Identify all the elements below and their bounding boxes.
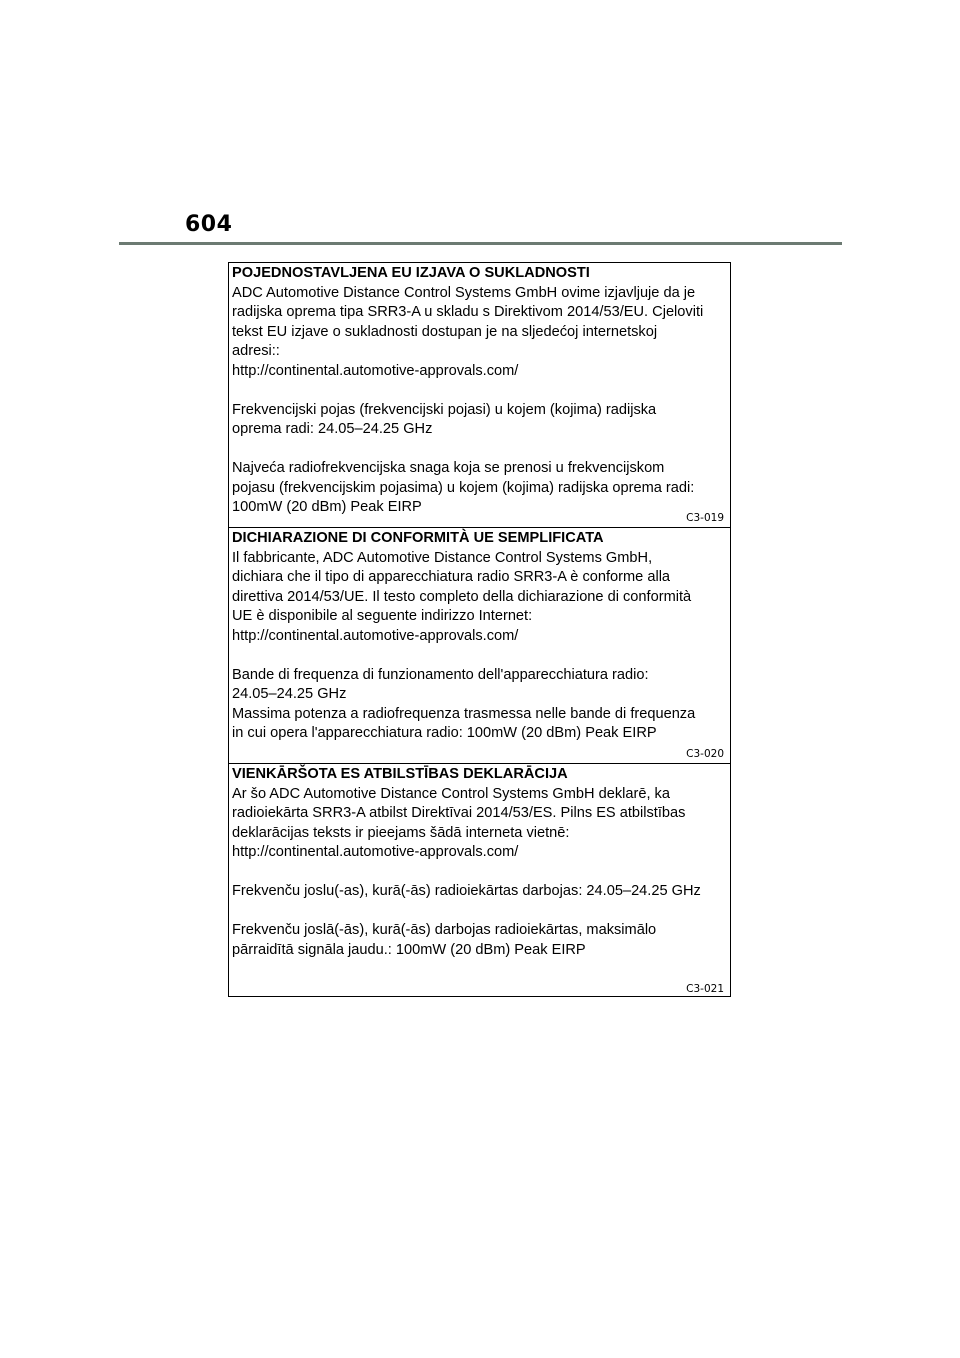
text-line: direttiva 2014/53/UE. Il testo completo della dichiarazione di conformità (232, 588, 692, 605)
text-line: pārraidītā signāla jaudu.: 100mW (20 dBm) Peak EIRP (232, 941, 586, 958)
header-rule (119, 242, 842, 245)
text-line: Frekvenču joslu(-as), kurā(-ās) radioiekārtas darbojas: 24.05–24.25 GHz (232, 883, 701, 899)
text-line: UE è disponibile al seguente indirizzo Internet: (232, 608, 533, 624)
section-content (229, 263, 730, 518)
section-code: C3-020 (686, 748, 724, 760)
text-line: 24.05–24.25 GHz (232, 686, 347, 702)
text-line: http://continental.automotive-approvals.com/ (232, 627, 519, 644)
text-line: ADC Automotive Distance Control Systems GmbH ovime izjavljuje da je (232, 284, 696, 301)
section-heading: POJEDNOSTAVLJENA EU IZJAVA O SUKLADNOSTI (232, 265, 590, 281)
text-line: dichiara che il tipo di apparecchiatura radio SRR3-A è conforme alla (232, 569, 671, 585)
text-line: Il fabbricante, ADC Automotive Distance Control Systems GmbH, (232, 549, 653, 566)
text-line: oprema radi: 24.05–24.25 GHz (232, 421, 433, 437)
section-content (229, 764, 730, 960)
text-line: Bande di frequenza di funzionamento dell'apparecchiatura radio: (232, 666, 649, 683)
text-line: Massima potenza a radiofrequenza trasmessa nelle bande di frequenza (232, 705, 696, 722)
text-line: radioiekārta SRR3-A atbilst Direktīvai 2014/53/ES. Pilns ES atbilstības (232, 805, 686, 821)
page-number: 604 (185, 212, 233, 237)
text-line: 100mW (20 dBm) Peak EIRP (232, 499, 422, 515)
text-line: Frekvenču joslā(-ās), kurā(-ās) darbojas radioiekārtas, maksimālo (232, 922, 657, 938)
text-line: adresi:: (232, 343, 280, 359)
section-code: C3-021 (686, 983, 724, 995)
section-latvian (229, 763, 730, 998)
text-line: Najveća radiofrekvencijska snaga koja se prenosi u frekvencijskom (232, 460, 665, 476)
paragraph-gap (232, 381, 726, 401)
section-code: C3-019 (686, 512, 724, 524)
text-line: http://continental.automotive-approvals.com/ (232, 362, 519, 379)
section-italian (229, 527, 730, 763)
paragraph-gap (232, 440, 726, 460)
declaration-box (228, 262, 731, 997)
section-heading: DICHIARAZIONE DI CONFORMITÀ UE SEMPLIFICATA (232, 530, 604, 546)
section-content (229, 528, 730, 744)
text-line: tekst EU izjave o sukladnosti dostupan je na sljedećoj internetskoj (232, 323, 658, 340)
text-line: deklarācijas teksts ir pieejams šādā interneta vietnē: (232, 824, 570, 841)
text-line: pojasu (frekvencijskim pojasima) u kojem (kojima) radijska oprema radi: (232, 479, 695, 496)
paragraph-gap (232, 646, 726, 666)
text-line: radijska oprema tipa SRR3-A u skladu s Direktivom 2014/53/EU. Cjeloviti (232, 304, 704, 320)
text-line: in cui opera l'apparecchiatura radio: 100mW (20 dBm) Peak EIRP (232, 725, 657, 741)
paragraph-gap (232, 902, 726, 922)
paragraph-gap (232, 863, 726, 883)
section-heading: VIENKĀRŠOTA ES ATBILSTĪBAS DEKLARĀCIJA (232, 766, 568, 782)
section-croatian (229, 263, 730, 527)
text-line: http://continental.automotive-approvals.com/ (232, 844, 519, 860)
text-line: Frekvencijski pojas (frekvencijski pojasi) u kojem (kojima) radijska (232, 401, 657, 418)
text-line: Ar šo ADC Automotive Distance Control Systems GmbH deklarē, ka (232, 785, 670, 802)
